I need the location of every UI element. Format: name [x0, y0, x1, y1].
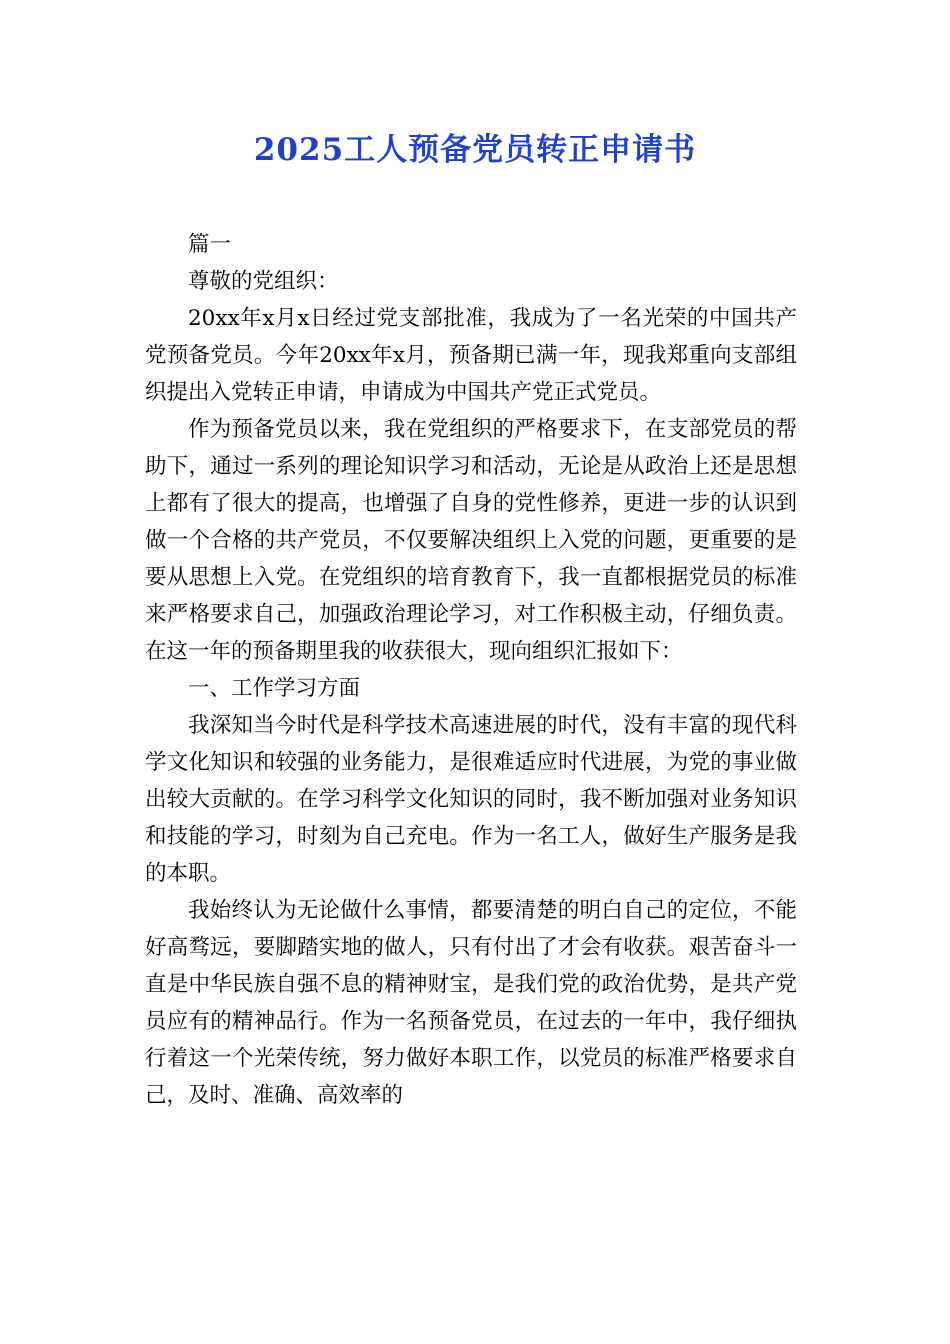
- document-title: 2025工人预备党员转正申请书: [253, 132, 697, 168]
- paragraph-subheading-work-study: 一、工作学习方面: [188, 676, 361, 701]
- document-body: [145, 226, 797, 1114]
- paragraph-hard-work: 我始终认为无论做什么事情，都要清楚的明白自己的定位，不能好高骛远，要脚踏实地的做人，只有付出了才会有收获。艰苦奋斗一直是中华民族自强不息的精神财宝，是我们党的政治优势，是共产党员应有的精神品行。作为一名预备党员，在过去的一年中，我仔细执行着这一个光荣传统，努力做好本职工作，以党员的标准严格要求自己，及时、准确、高效率的: [145, 898, 797, 1108]
- paragraph-section-heading: 篇一: [188, 232, 232, 257]
- paragraph-application: 20xx年x月x日经过党支部批准，我成为了一名光荣的中国共产党预备党员。今年20xx年x月，预备期已满一年，现我郑重向支部组织提出入党转正申请，申请成为中国共产党正式党员。: [145, 306, 797, 405]
- paragraph-salutation: 尊敬的党组织：: [188, 269, 339, 294]
- paragraph-summary: 作为预备党员以来，我在党组织的严格要求下，在支部党员的帮助下，通过一系列的理论知识学习和活动，无论是从政治上还是思想上都有了很大的提高，也增强了自身的党性修养，更进一步的认识到做一个合格的共产党员，不仅要解决组织上入党的问题，更重要的是要从思想上入党。在党组织的培育教育下，我一直都根据党员的标准来严格要求自己，加强政治理论学习，对工作积极主动，仔细负责。在这一年的预备期里我的收获很大，现向组织汇报如下：: [145, 417, 797, 664]
- paragraph-work-study: 我深知当今时代是科学技术高速进展的时代，没有丰富的现代科学文化知识和较强的业务能力，是很难适应时代进展，为党的事业做出较大贡献的。在学习科学文化知识的同时，我不断加强对业务知识和技能的学习，时刻为自己充电。作为一名工人，做好生产服务是我的本职。: [145, 713, 797, 886]
